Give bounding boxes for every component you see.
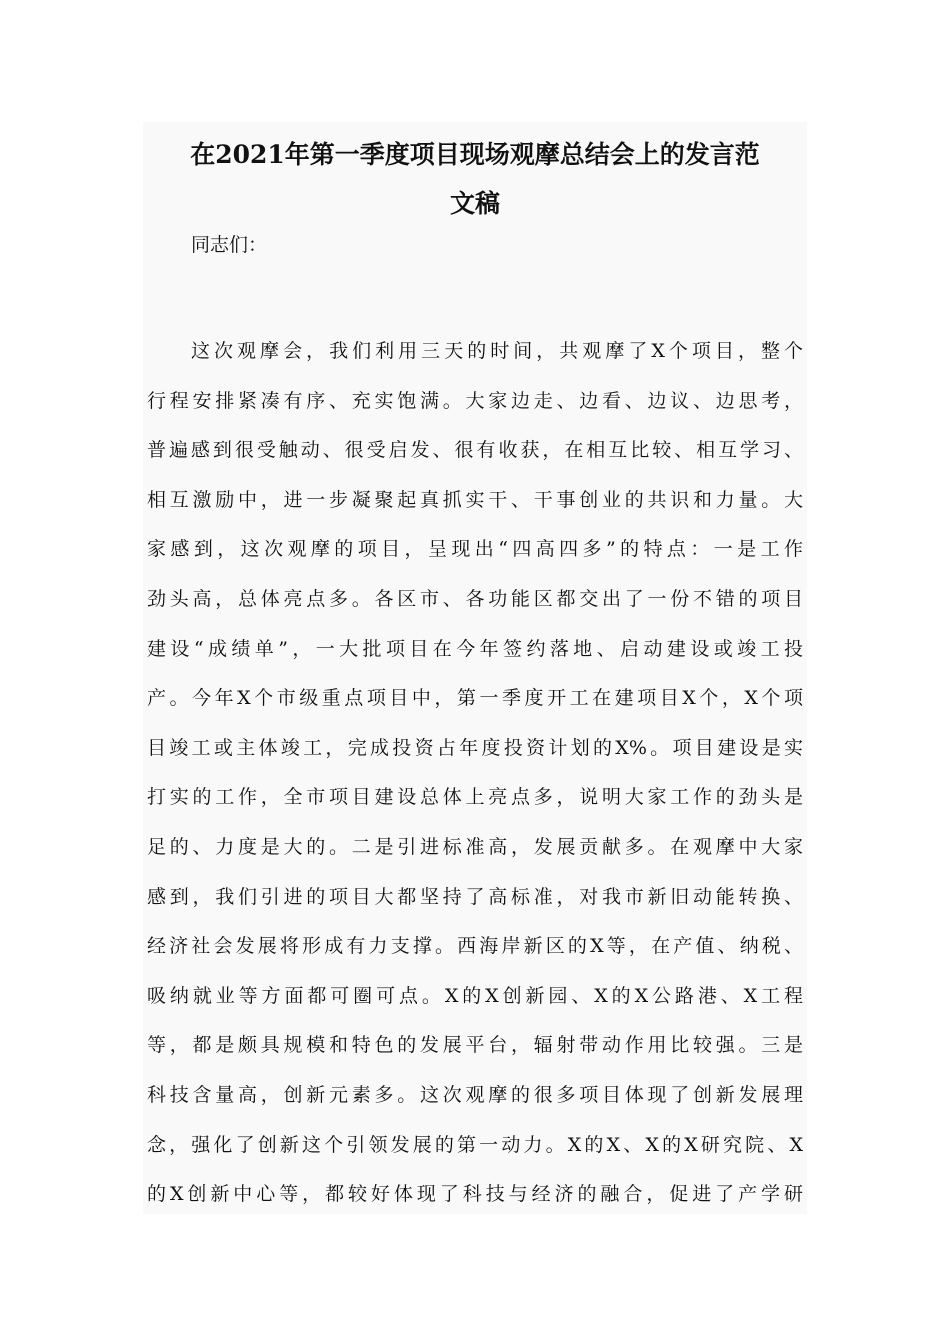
body-line: 经济社会发展将形成有力支撑。西海岸新区的X等，在产值、纳税、 xyxy=(147,935,803,958)
body-line: 念，强化了创新这个引领发展的第一动力。X的X、X的X研究院、X xyxy=(147,1133,803,1156)
body-line: 等，都是颇具规模和特色的发展平台，辐射带动作用比较强。三是 xyxy=(147,1034,803,1057)
body-line: 相互激励中，进一步凝聚起真抓实干、干事创业的共识和力量。大 xyxy=(147,488,803,511)
body-line: 吸纳就业等方面都可圈可点。X的X创新园、X的X公路港、X工程 xyxy=(147,984,803,1007)
body-line: 普遍感到很受触动、很受启发、很有收获，在相互比较、相互学习、 xyxy=(147,439,803,462)
document-title xyxy=(143,130,807,228)
body-line: 行程安排紧凑有序、充实饱满。大家边走、边看、边议、边思考， xyxy=(147,389,803,412)
title-line: 在2021年第一季度项目现场观摩总结会上的发言范 xyxy=(190,140,760,169)
body-line: 这次观摩会，我们利用三天的时间，共观摩了X个项目，整个 xyxy=(191,340,803,362)
body-line: 科技含量高，创新元素多。这次观摩的很多项目体现了创新发展理 xyxy=(147,1083,803,1106)
body-line: 目竣工或主体竣工，完成投资占年度投资计划的X%。项目建设是实 xyxy=(147,736,803,759)
body-line: 感到，我们引进的项目大都坚持了高标准，对我市新旧动能转换、 xyxy=(147,885,803,908)
body-line: 家感到，这次观摩的项目，呈现出“四高四多”的特点：一是工作 xyxy=(147,538,803,561)
body-line: 打实的工作，全市项目建设总体上亮点多，说明大家工作的劲头是 xyxy=(147,786,803,809)
body-paragraph xyxy=(147,327,803,1220)
body-line: 产。今年X个市级重点项目中，第一季度开工在建项目X个，X个项 xyxy=(147,687,803,710)
body-line: 建设“成绩单”，一大批项目在今年签约落地、启动建设或竣工投 xyxy=(147,637,803,660)
greeting: 同志们： xyxy=(191,234,268,256)
document-content xyxy=(143,122,807,1214)
body-line: 劲头高，总体亮点多。各区市、各功能区都交出了一份不错的项目 xyxy=(147,587,803,610)
body-line: 足的、力度是大的。二是引进标准高，发展贡献多。在观摩中大家 xyxy=(147,835,803,858)
body-line: 的X创新中心等，都较好体现了科技与经济的融合，促进了产学研 xyxy=(147,1183,803,1206)
title-line: 文稿 xyxy=(449,189,500,218)
